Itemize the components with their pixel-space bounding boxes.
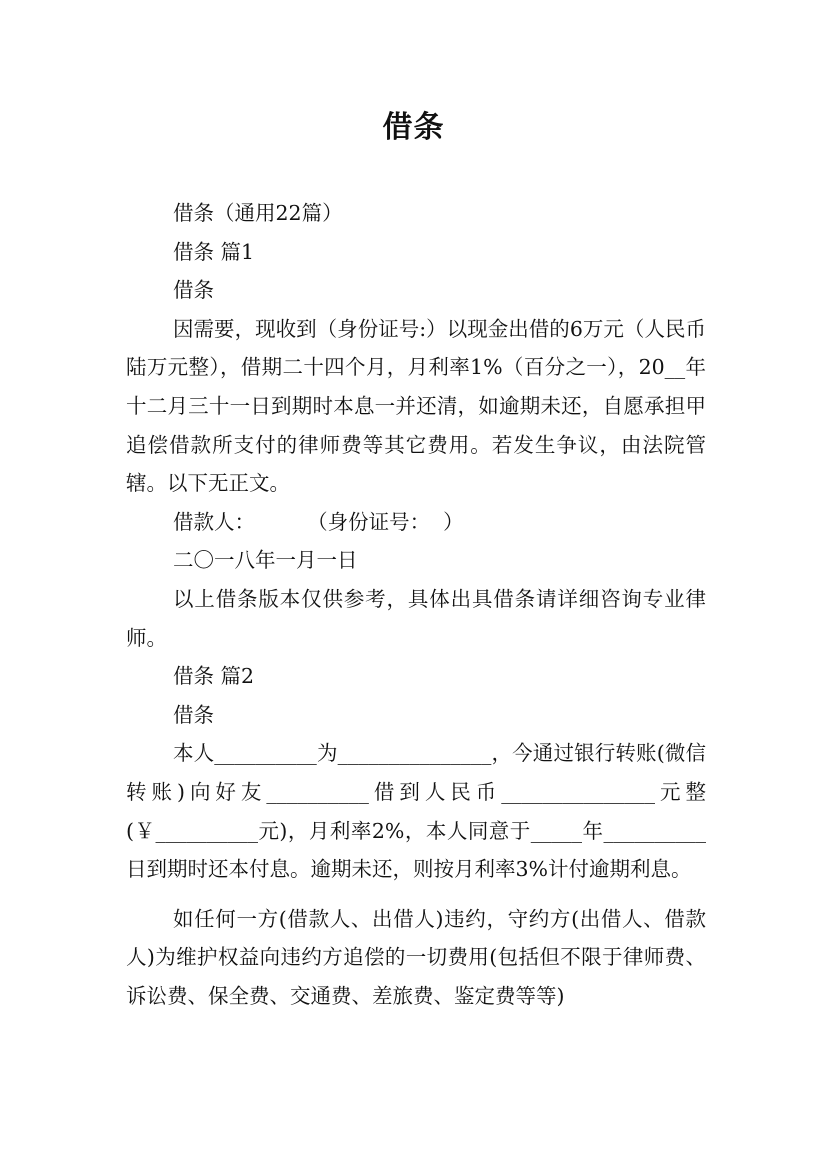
paragraph-note: 以上借条版本仅供参考，具体出具借条请详细咨询专业律师。 [126, 586, 706, 650]
paragraph-section-1-heading: 借条 篇1 [173, 239, 255, 264]
paragraph-section-2-body: 本人__________为_______________，今通过银行转账(微信转账)向好友__________借到人民币_______________元整(￥__________元)，月利率2%，本人同意于_____年__________日到期时还本付息。逾期未还，则按月利率3%计付逾期利息。 [126, 741, 706, 882]
paragraph-section-2-title: 借条 [173, 702, 214, 727]
paragraph-borrower-line: 借款人： （身份证号： ） [173, 509, 464, 534]
paragraph-date: 二〇一八年一月一日 [173, 548, 358, 573]
paragraph-section-1-title: 借条 [173, 278, 214, 303]
document-title: 借条 [382, 110, 445, 145]
document-body [126, 194, 706, 1015]
paragraph-section-2-heading: 借条 篇2 [173, 664, 255, 689]
paragraph-section-1-body: 因需要，现收到（身份证号:）以现金出借的6万元（人民币陆万元整），借期二十四个月，月利率1%（百分之一），20__年十二月三十一日到期时本息一并还清，如逾期未还，自愿承担甲追偿借款所支付的律师费等其它费用。若发生争议，由法院管辖。以下无正文。 [126, 316, 706, 496]
paragraph-collection-heading: 借条（通用22篇） [173, 201, 343, 225]
paragraph-breach-clause: 如任何一方(借款人、出借人)违约，守约方(出借人、借款人)为维护权益向违约方追偿的一切费用(包括但不限于律师费、诉讼费、保全费、交通费、差旅费、鉴定费等等) [126, 906, 706, 1008]
